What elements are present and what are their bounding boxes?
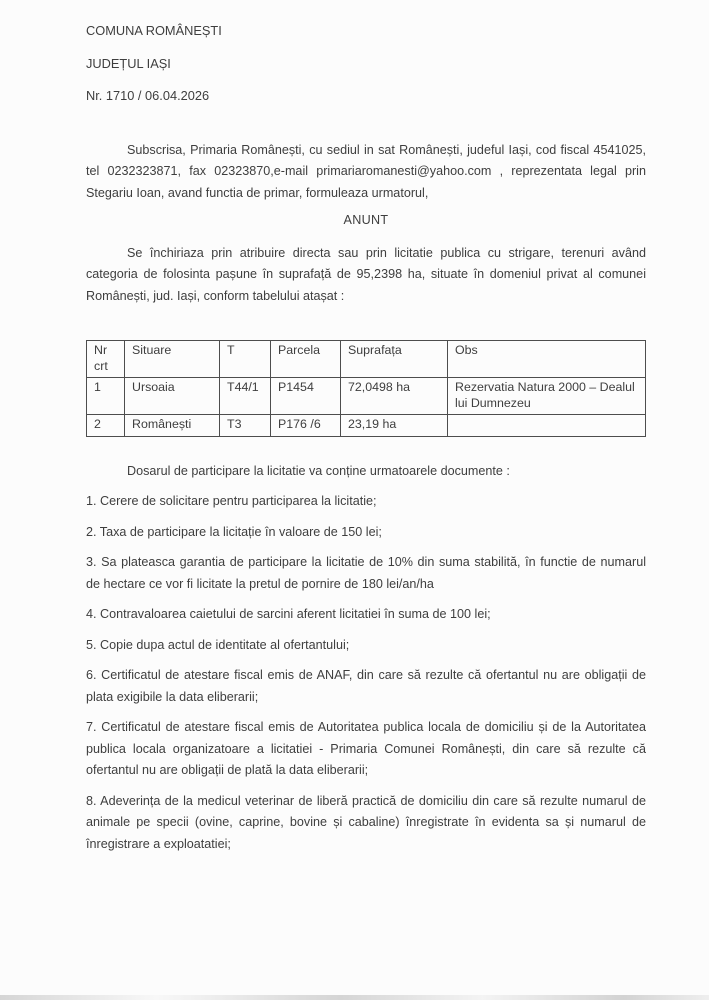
cell-nr: 1: [87, 378, 125, 415]
requirement-item-1: 1. Cerere de solicitare pentru participarea la licitatie;: [86, 494, 377, 508]
header-situare: Situare: [125, 341, 220, 378]
requirement-item-7: 7. Certificatul de atestare fiscal emis de Autoritatea publica locala de domiciliu și de la Autoritatea publica locala organizatoare a licitatiei - Primaria Comunei Românești, din care să rezulte că ofertantul nu are obligații de plată la data eliberarii;: [86, 720, 646, 777]
parcels-table: [86, 340, 646, 437]
requirement-item-6: 6. Certificatul de atestare fiscal emis de ANAF, din care să rezulte că ofertantul nu are obligații de plata exigibile la data eliberarii;: [86, 668, 646, 704]
scan-bottom-edge: [0, 995, 709, 1000]
header-parcela: Parcela: [271, 341, 341, 378]
cell-situare: Ursoaia: [125, 378, 220, 415]
requirement-item-4: 4. Contravaloarea caietului de sarcini aferent licitatiei în suma de 100 lei;: [86, 607, 491, 621]
commune-name: COMUNA ROMÂNEȘTI: [86, 23, 222, 38]
requirement-item-3: 3. Sa plateasca garantia de participare la licitatie de 10% din suma stabilită, în functie de numarul de hectare ce vor fi licitate la pretul de pornire de 180 lei/an/ha: [86, 555, 646, 591]
subject-paragraph: Se închiriaza prin atribuire directa sau prin licitatie publica cu strigare, terenuri având categoria de folosinta pașune în suprafață de 95,2398 ha, situate în domeniul privat al comunei Românești, jud. Iași, conform tabelului atașat :: [86, 245, 646, 303]
table-header-row: [87, 341, 646, 378]
intro-paragraph: Subscrisa, Primaria Românești, cu sediul in sat Românești, judeful Iași, cod fiscal 4541025, tel 0232323871, fax 02323870,e-mail primariaromanesti@yahoo.com , reprezentata legal prin Stegariu Ioan, avand functia de primar, formuleaza urmatorul,: [86, 142, 646, 200]
header-obs: Obs: [448, 341, 646, 378]
cell-suprafata: 23,19 ha: [341, 415, 448, 437]
table-row: [87, 415, 646, 437]
cell-obs: Rezervatia Natura 2000 – Dealul lui Dumnezeu: [448, 378, 646, 415]
county-name: JUDEȚUL IAȘI: [86, 55, 171, 71]
cell-parcela: P1454: [271, 378, 341, 415]
cell-situare: Românești: [125, 415, 220, 437]
cell-t: T44/1: [220, 378, 271, 415]
cell-nr: 2: [87, 415, 125, 437]
header-t: T: [220, 341, 271, 378]
requirement-item-5: 5. Copie dupa actul de identitate al ofertantului;: [86, 637, 350, 652]
cell-parcela: P176 /6: [271, 415, 341, 437]
announcement-title: ANUNT: [343, 213, 389, 227]
cell-t: T3: [220, 415, 271, 437]
requirement-item-8: 8. Adeverința de la medicul veterinar de liberă practică de domiciliu din care să rezulte numarul de animale pe specii (ovine, caprine, bovine și cabaline) înregistrate în evidenta sa și numarul de înregistrare a exploatatiei;: [86, 793, 646, 851]
header-nr-crt: Nr crt: [87, 341, 125, 378]
header-suprafata: Suprafața: [341, 341, 448, 378]
table-row: [87, 378, 646, 415]
cell-obs: [448, 415, 646, 437]
registration-number: Nr. 1710 / 06.04.2026: [86, 88, 210, 103]
cell-suprafata: 72,0498 ha: [341, 378, 448, 415]
dossier-intro: Dosarul de participare la licitatie va conține urmatoarele documente :: [127, 463, 510, 478]
requirement-item-2: 2. Taxa de participare la licitație în valoare de 150 lei;: [86, 524, 382, 539]
